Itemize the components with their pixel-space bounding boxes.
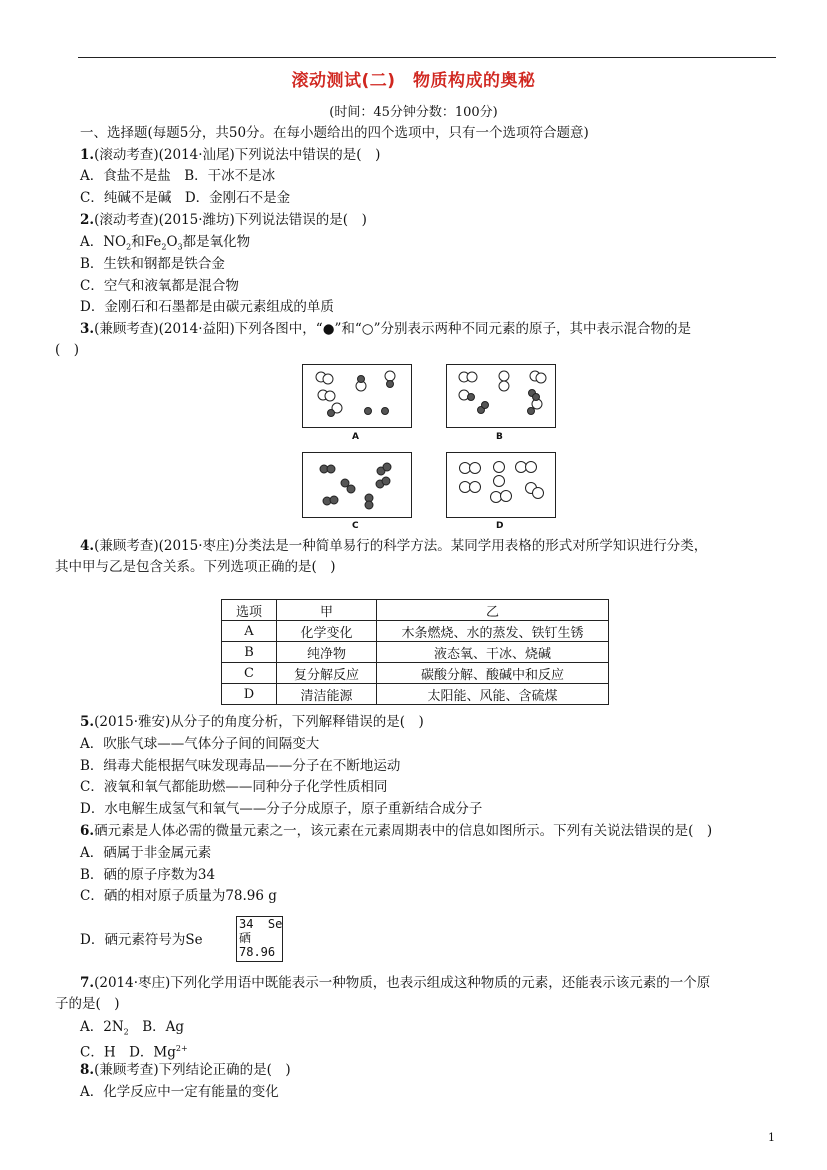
question-4-stem-cont: 其中甲与乙是包含关系。下列选项正确的是( ): [55, 559, 336, 575]
option-text: A．2N: [80, 1019, 124, 1035]
q6-option-d: D．硒元素符号为Se: [80, 932, 203, 948]
table-cell: A: [222, 621, 277, 642]
question-2: [80, 211, 367, 229]
question-number: 8.: [80, 1062, 95, 1078]
question-number: 4.: [80, 538, 95, 554]
q5-option-b: B．缉毒犬能根据气味发现毒品——分子在不断地运动: [80, 758, 401, 774]
q2-option-b: B．生铁和钢都是铁合金: [80, 256, 225, 272]
molecule-diagram-d: [447, 453, 555, 517]
question-number: 3.: [80, 321, 95, 337]
question-number: 7.: [80, 975, 95, 991]
option-text: 和Fe: [131, 234, 162, 250]
question-stem: 硒元素是人体必需的微量元素之一，该元素在元素周期表中的信息如图所示。下列有关说法错误的是( ): [94, 823, 713, 839]
table-cell: 木条燃烧、水的蒸发、铁钉生锈: [377, 621, 609, 642]
question-stem: (滚动考查)(2014·汕尾)下列说法中错误的是( ): [94, 147, 381, 163]
subscript: 2: [123, 1027, 129, 1037]
diagram-panel-c: [302, 452, 412, 518]
page-title: 滚动测试(二) 物质构成的奥秘: [291, 71, 536, 91]
table-header-cell: 选项: [222, 600, 277, 621]
element-name: 硒: [239, 931, 252, 945]
q5-option-c: C．液氧和氧气都能助燃——同种分子化学性质相同: [80, 779, 388, 795]
q7-options-cd: [80, 1040, 188, 1062]
periodic-table-cell: [236, 916, 283, 962]
element-symbol: Se: [267, 917, 283, 931]
diagram-label-b: B: [496, 432, 503, 442]
diagram-panel-d: [446, 452, 556, 518]
table-cell: C: [222, 663, 277, 684]
table-cell: 清洁能源: [277, 684, 377, 705]
q6-option-b: B．硒的原子序数为34: [80, 867, 216, 883]
diagram-panel-b: [446, 364, 556, 428]
table-cell: 纯净物: [277, 642, 377, 663]
q3-answer-paren: ( ): [55, 342, 80, 358]
atomic-mass: 78.96: [239, 945, 276, 959]
table-row: [222, 684, 609, 705]
q2-option-d: D．金刚石和石墨都是由碳元素组成的单质: [80, 299, 334, 315]
molecule-diagram-a: [303, 365, 411, 427]
element-header: [237, 917, 282, 931]
diagram-label-a: A: [352, 432, 359, 442]
subscript: 3: [177, 242, 183, 252]
q1-options-ab: A．食盐不是盐 B．干冰不是冰: [80, 168, 276, 184]
table-header-row: [222, 600, 609, 621]
exam-info: (时间：45分钟分数：100分): [329, 105, 498, 120]
table-row: [222, 642, 609, 663]
question-6: [80, 822, 712, 840]
diagram-panel-a: [302, 364, 412, 428]
table-cell: 复分解反应: [277, 663, 377, 684]
atomic-number: 34: [239, 917, 254, 931]
table-header-cell: 甲: [277, 600, 377, 621]
option-text: A．NO: [80, 234, 127, 250]
top-rule: [78, 57, 776, 58]
subscript: 2: [126, 242, 132, 252]
question-8: [80, 1061, 291, 1079]
option-text: C．H D．Mg: [80, 1044, 176, 1061]
section-heading: 一、选择题(每题5分，共50分。在每小题给出的四个选项中，只有一个选项符合题意): [80, 125, 589, 141]
q5-option-d: D．水电解生成氢气和氧气——分子分成原子，原子重新结合成分子: [80, 801, 483, 817]
question-1: [80, 146, 380, 164]
table-cell: B: [222, 642, 277, 663]
question-3: [80, 320, 691, 338]
subscript: 2: [161, 242, 167, 252]
q2-option-c: C．空气和液氧都是混合物: [80, 278, 239, 294]
question-7: [80, 974, 710, 992]
question-number: 5.: [80, 714, 95, 730]
q2-option-a: [80, 233, 250, 257]
classification-table: [221, 599, 609, 705]
q1-options-cd: C．纯碱不是碱 D．金刚石不是金: [80, 190, 291, 206]
table-cell: D: [222, 684, 277, 705]
table-cell: 太阳能、风能、含硫煤: [377, 684, 609, 705]
table-cell: 液态氧、干冰、烧碱: [377, 642, 609, 663]
table-cell: 化学变化: [277, 621, 377, 642]
option-text: O: [166, 234, 178, 250]
question-stem: (兼顾考查)下列结论正确的是( ): [94, 1062, 291, 1078]
question-stem: (2015·雅安)从分子的角度分析，下列解释错误的是( ): [94, 714, 424, 730]
question-7-stem-cont: 子的是( ): [55, 996, 120, 1012]
question-number: 1.: [80, 147, 95, 163]
q7-options-ab: [80, 1018, 184, 1042]
diagram-label-d: D: [496, 521, 504, 531]
table-header-cell: 乙: [377, 600, 609, 621]
superscript: 2+: [175, 1044, 188, 1053]
diagram-label-c: C: [352, 521, 359, 531]
question-5: [80, 713, 424, 731]
option-text: B．Ag: [128, 1019, 185, 1035]
question-stem: (滚动考查)(2015·潍坊)下列说法错误的是( ): [94, 212, 367, 228]
question-number: 2.: [80, 212, 95, 228]
question-stem: (兼顾考查)(2014·益阳)下列各图中，“●”和“○”分别表示两种不同元素的原子，其中表示混合物的是: [94, 321, 691, 337]
table-row: [222, 663, 609, 684]
table-row: [222, 621, 609, 642]
question-stem: (2014·枣庄)下列化学用语中既能表示一种物质，也表示组成这种物质的元素，还能表示该元素的一个原: [94, 975, 711, 991]
q6-option-a: A．硒属于非金属元素: [80, 845, 212, 861]
question-4: [80, 537, 707, 555]
question-stem: (兼顾考查)(2015·枣庄)分类法是一种简单易行的科学方法。某同学用表格的形式对所学知识进行分类，: [94, 538, 708, 554]
molecule-diagram-b: [447, 365, 555, 427]
molecule-diagram-c: [303, 453, 411, 517]
table-cell: 碳酸分解、酸碱中和反应: [377, 663, 609, 684]
question-number: 6.: [80, 823, 95, 839]
q6-option-c: C．硒的相对原子质量为78.96 g: [80, 888, 277, 904]
q8-option-a: A．化学反应中一定有能量的变化: [80, 1084, 279, 1100]
option-text: 都是氧化物: [182, 234, 251, 250]
q5-option-a: A．吹胀气球——气体分子间的间隔变大: [80, 736, 320, 752]
page-number: 1: [768, 1131, 775, 1144]
